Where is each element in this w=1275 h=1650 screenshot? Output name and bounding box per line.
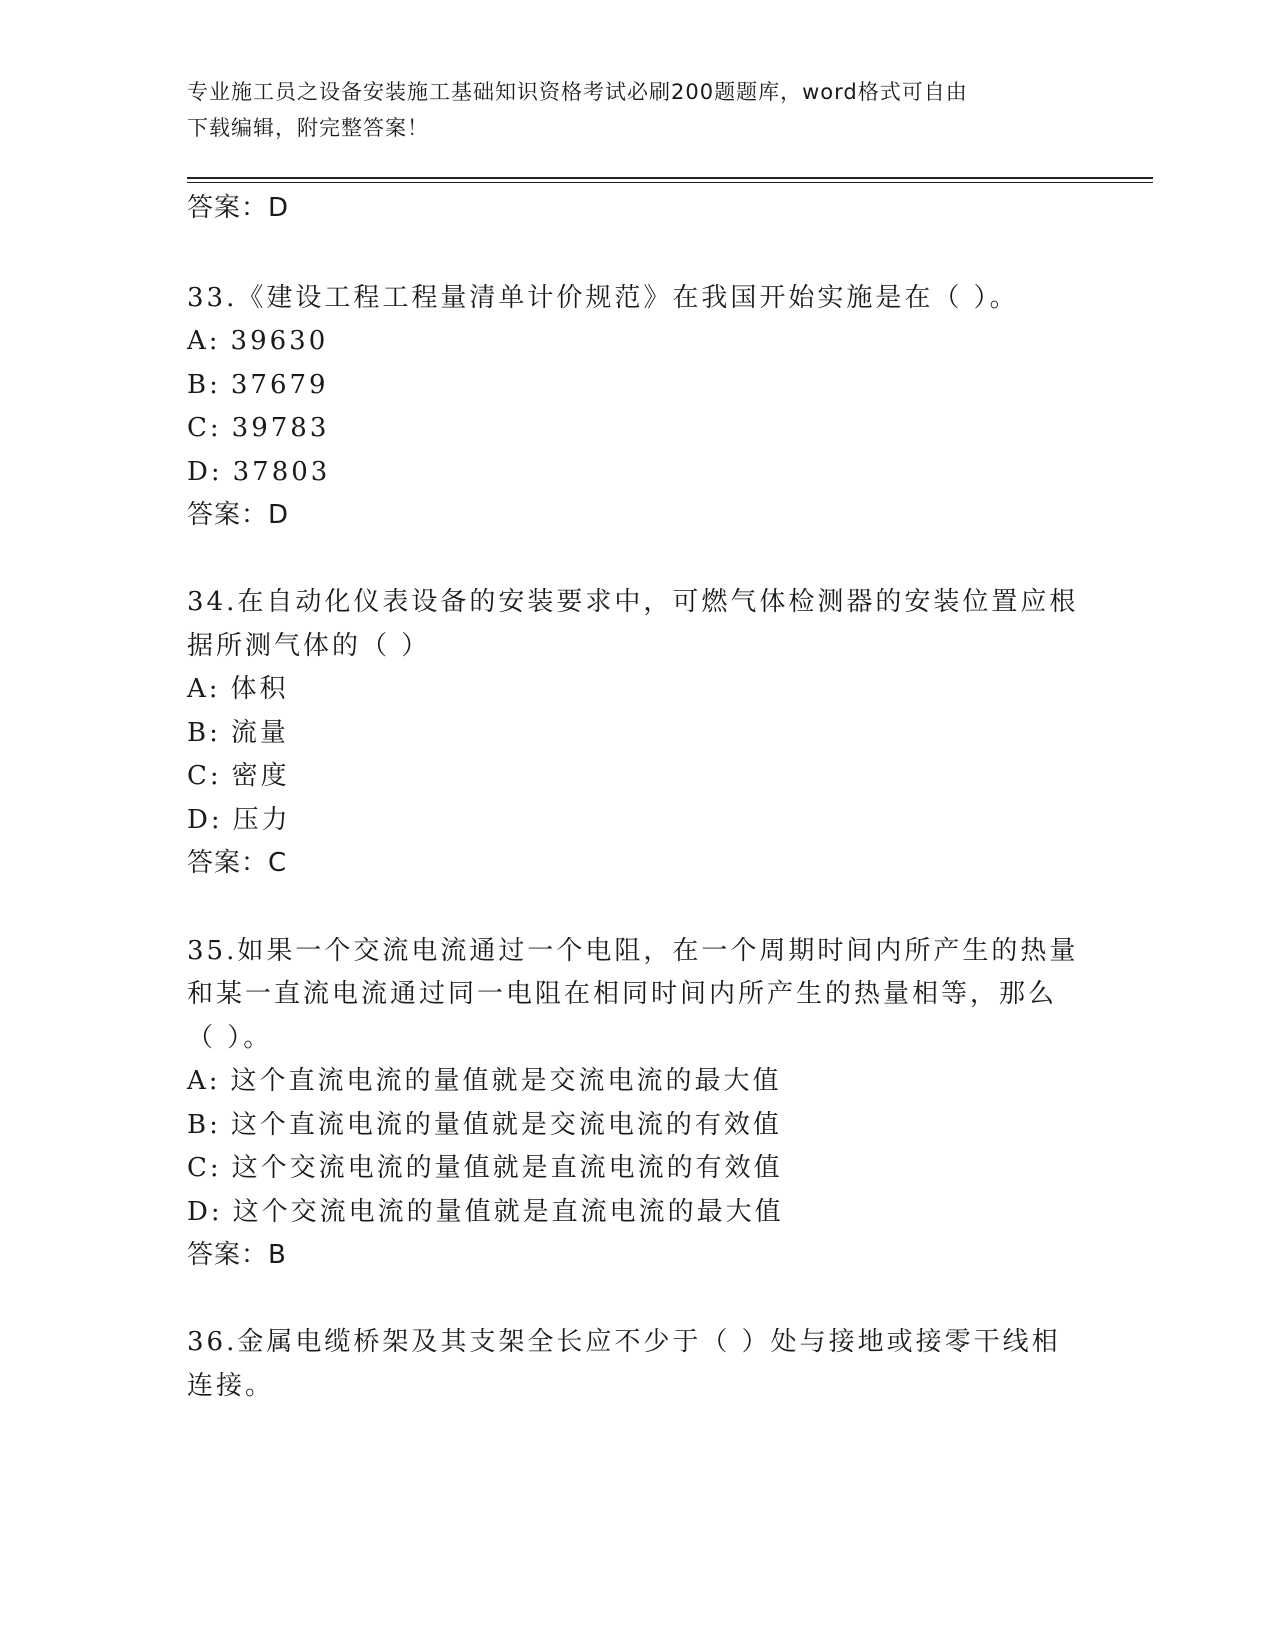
option-text: 这个交流电流的量值就是直流电流的有效值: [231, 1153, 783, 1183]
option-text: 这个直流电流的量值就是交流电流的有效值: [230, 1110, 782, 1140]
option-key: A:: [187, 1066, 221, 1096]
question-33-option-c: [187, 406, 329, 450]
option-key: B:: [187, 370, 221, 400]
question-35-option-a: [187, 1059, 782, 1103]
question-35-stem-line-2: 和某一直流电流通过同一电阻在相同时间内所产生的热量相等，那么: [187, 979, 1058, 1009]
page-header: [187, 74, 1087, 146]
option-key: A:: [187, 674, 221, 704]
option-key: C:: [187, 413, 222, 443]
option-key: D:: [187, 457, 223, 487]
question-34-option-c: [187, 754, 290, 798]
question-35-stem-line-1: 35.如果一个交流电流通过一个电阻，在一个周期时间内所产生的热量: [187, 936, 1079, 966]
question-34-option-a: [187, 667, 289, 711]
option-text: 密度: [231, 761, 290, 791]
question-33-stem: 33.《建设工程工程量清单计价规范》在我国开始实施是在（ ）。: [187, 283, 1019, 313]
option-key: D:: [187, 1197, 223, 1227]
question-35-stem-line-3: （ ）。: [187, 1023, 273, 1053]
option-key: C:: [187, 761, 222, 791]
question-35-answer: 答案：B: [187, 1240, 287, 1270]
option-text: 压力: [232, 805, 291, 835]
option-text: 这个直流电流的量值就是交流电流的最大值: [230, 1066, 782, 1096]
option-text: 39783: [231, 413, 330, 443]
question-34-stem-line-1: 34.在自动化仪表设备的安装要求中，可燃气体检测器的安装位置应根: [187, 587, 1079, 617]
option-text: 流量: [230, 718, 289, 748]
question-34-option-d: [187, 798, 291, 842]
question-36-stem-line-1: 36.金属电缆桥架及其支架全长应不少于（ ）处与接地或接零干线相: [187, 1327, 1061, 1357]
option-text: 37679: [230, 370, 329, 400]
question-33-option-a: [187, 319, 328, 363]
question-35-option-d: [187, 1190, 784, 1234]
question-33-answer: 答案：D: [187, 500, 290, 530]
option-text: 39630: [230, 326, 329, 356]
question-33-option-b: [187, 363, 329, 407]
header-rule-thin: [187, 182, 1153, 183]
option-key: A:: [187, 326, 221, 356]
header-rule-thick: [187, 177, 1153, 179]
question-34-answer: 答案：C: [187, 848, 288, 878]
question-36-stem-line-2: 连接。: [187, 1371, 275, 1401]
question-34-stem-line-2: 据所测气体的（ ）: [187, 631, 431, 661]
header-line-2: 下载编辑，附完整答案！: [187, 116, 429, 140]
option-text: 这个交流电流的量值就是直流电流的最大值: [232, 1197, 784, 1227]
option-key: D:: [187, 805, 223, 835]
option-key: B:: [187, 718, 221, 748]
question-33-option-d: [187, 450, 330, 494]
option-key: B:: [187, 1110, 221, 1140]
option-key: C:: [187, 1153, 222, 1183]
option-text: 37803: [232, 457, 331, 487]
question-35-option-c: [187, 1146, 783, 1190]
question-35-option-b: [187, 1103, 782, 1147]
question-34-option-b: [187, 711, 289, 755]
header-line-1: 专业施工员之设备安装施工基础知识资格考试必刷200题题库，word格式可自由: [187, 80, 968, 104]
previous-answer: 答案：D: [187, 193, 290, 223]
option-text: 体积: [230, 674, 289, 704]
